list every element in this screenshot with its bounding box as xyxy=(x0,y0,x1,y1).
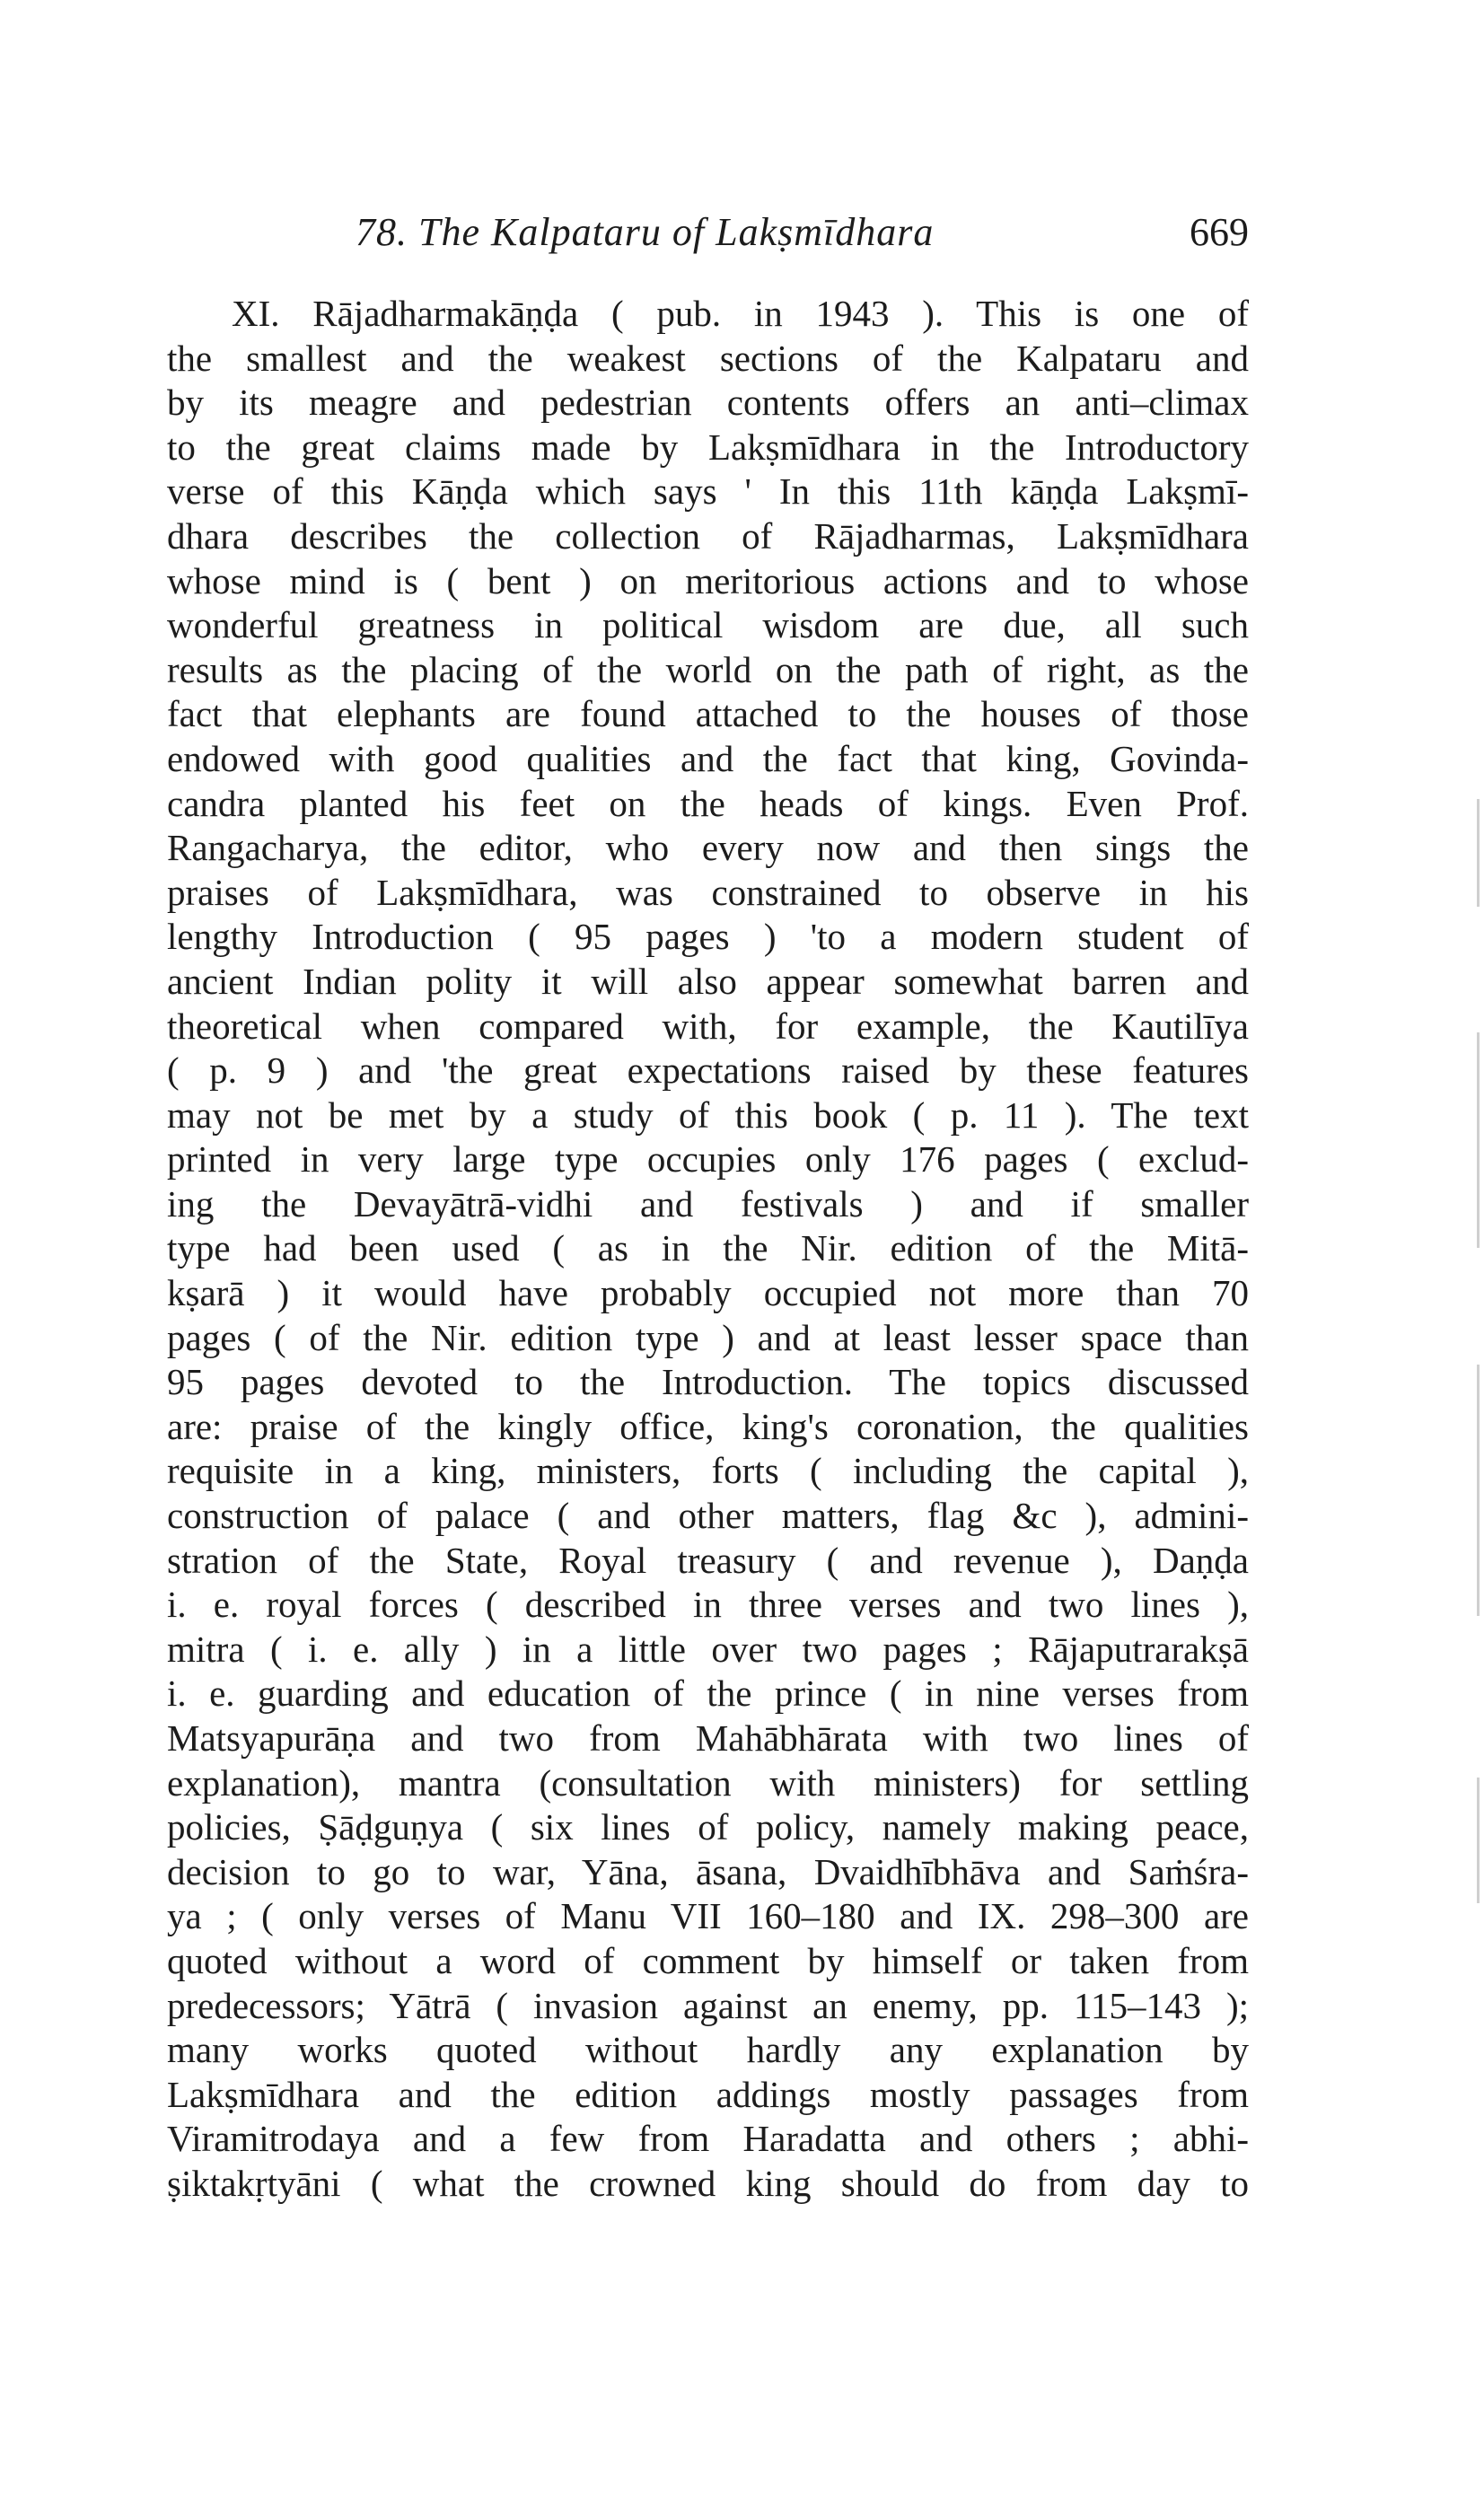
text-line: Matsyapurāṇa and two from Mahābhārata with two lines of xyxy=(167,1717,1249,1759)
text-line: policies, Ṣāḍguṇya ( six lines of policy, namely making peace, xyxy=(167,1806,1249,1848)
page-number: 669 xyxy=(1190,210,1249,254)
text-line: 95 pages devoted to the Introduction. The topics discussed xyxy=(167,1361,1249,1403)
text-line: i. e. royal forces ( described in three verses and two lines ), xyxy=(167,1584,1249,1626)
text-line: may not be met by a study of this book ( p. 11 ). The text xyxy=(167,1093,1249,1136)
body-text xyxy=(167,292,1249,2207)
text-line: explanation), mantra (consultation with ministers) for settling xyxy=(167,1761,1249,1804)
scan-margin-mark xyxy=(1477,799,1480,907)
text-line: Rangacharya, the editor, who every now and then sings the xyxy=(167,827,1249,869)
text-line: the smallest and the weakest sections of the Kalpataru and xyxy=(167,337,1249,379)
header-title: 78. The Kalpataru of Lakṣmīdhara xyxy=(356,210,935,254)
scan-margin-mark xyxy=(1477,1365,1480,1616)
text-line: kṣarā ) it would have probably occupied not more than 70 xyxy=(167,1272,1249,1314)
text-line: whose mind is ( bent ) on meritorious actions and to whose xyxy=(167,559,1249,601)
text-line: dhara describes the collection of Rājadharmas, Lakṣmīdhara xyxy=(167,514,1249,557)
text-line: stration of the State, Royal treasury ( and revenue ), Daṇḍa xyxy=(167,1539,1249,1581)
text-line: are: praise of the kingly office, king's coronation, the qualities xyxy=(167,1405,1249,1447)
text-line: ing the Devayātrā-vidhi and festivals ) and if smaller xyxy=(167,1182,1249,1225)
text-line: theoretical when compared with, for example, the Kautilīya xyxy=(167,1005,1249,1047)
text-line: type had been used ( as in the Nir. edition of the Mitā- xyxy=(167,1227,1249,1269)
text-line: decision to go to war, Yāna, āsana, Dvaidhībhāva and Saṁśra- xyxy=(167,1850,1249,1892)
text-line: endowed with good qualities and the fact that king, Govinda- xyxy=(167,737,1249,779)
text-line: verse of this Kāṇḍa which says ' In this 11th kāṇḍa Lakṣmī- xyxy=(167,470,1249,513)
text-line: requisite in a king, ministers, forts ( including the capital ), xyxy=(167,1450,1249,1492)
text-line: to the great claims made by Lakṣmīdhara in the Introductory xyxy=(167,426,1249,468)
text-line: Viramitrodaya and a few from Haradatta and others ; abhi- xyxy=(167,2118,1249,2160)
text-line: ṣiktakṛtyāni ( what the crowned king should do from day to xyxy=(167,2162,1249,2204)
text-line: fact that elephants are found attached to the houses of those xyxy=(167,693,1249,735)
text-line: predecessors; Yātrā ( invasion against an enemy, pp. 115–143 ); xyxy=(167,1984,1249,2026)
text-line: Lakṣmīdhara and the edition addings mostly passages from xyxy=(167,2073,1249,2115)
text-line: ( p. 9 ) and 'the great expectations raised by these features xyxy=(167,1049,1249,1092)
text-line: pages ( of the Nir. edition type ) and at least lesser space than xyxy=(167,1316,1249,1358)
running-header xyxy=(167,209,1249,263)
text-line: results as the placing of the world on the path of right, as the xyxy=(167,648,1249,690)
text-line: many works quoted without hardly any explanation by xyxy=(167,2029,1249,2071)
text-line: XI. Rājadharmakāṇḍa ( pub. in 1943 ). This is one of xyxy=(232,293,1249,334)
text-line: ancient Indian polity it will also appear somewhat barren and xyxy=(167,960,1249,1002)
text-line: praises of Lakṣmīdhara, was constrained to observe in his xyxy=(167,871,1249,913)
text-line: ya ; ( only verses of Manu VII 160–180 and IX. 298–300 are xyxy=(167,1895,1249,1937)
text-line: construction of palace ( and other matters, flag &c ), admini- xyxy=(167,1495,1249,1537)
text-line: wonderful greatness in political wisdom are due, all such xyxy=(167,604,1249,646)
text-line: candra planted his feet on the heads of kings. Even Prof. xyxy=(167,782,1249,824)
text-line: by its meagre and pedestrian contents offers an anti–climax xyxy=(167,382,1249,424)
text-line: lengthy Introduction ( 95 pages ) 'to a modern student of xyxy=(167,916,1249,958)
scan-margin-mark xyxy=(1477,1778,1480,1903)
text-line: quoted without a word of comment by himself or taken from xyxy=(167,1939,1249,1981)
text-line: mitra ( i. e. ally ) in a little over two pages ; Rājaputrarakṣā xyxy=(167,1628,1249,1670)
scan-margin-mark xyxy=(1477,1032,1480,1248)
text-line: i. e. guarding and education of the prince ( in nine verses from xyxy=(167,1672,1249,1715)
text-line: printed in very large type occupies only 176 pages ( exclud- xyxy=(167,1138,1249,1181)
